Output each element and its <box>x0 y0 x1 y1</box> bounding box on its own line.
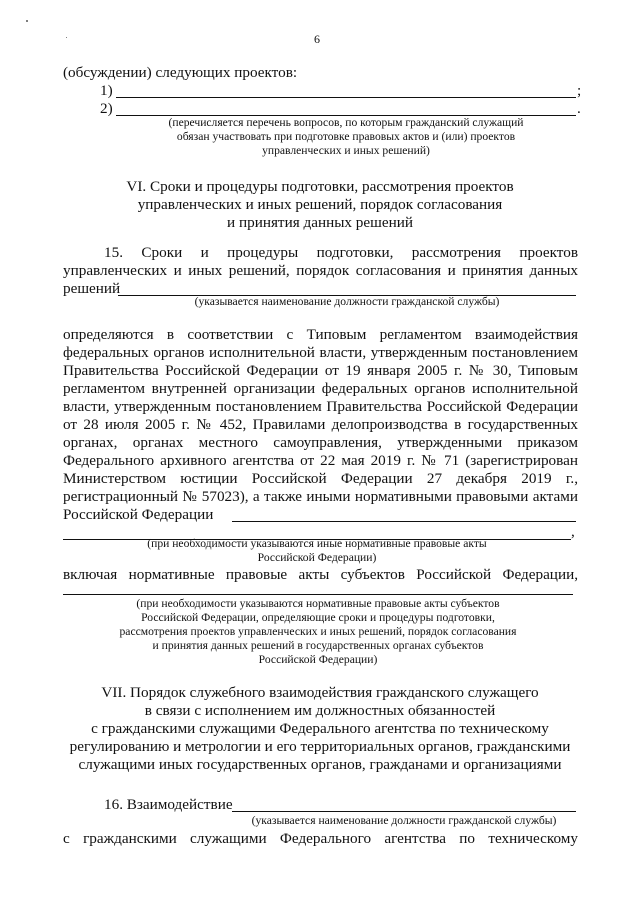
intro-line: (обсуждении) следующих проектов: <box>63 64 298 81</box>
paragraph-line: определяются в соответствии с Типовым регламентом взаимодействия <box>63 326 578 343</box>
hint-note: рассмотрения проектов управленческих и иных решений, порядок согласования <box>119 625 517 638</box>
scan-speck <box>26 20 28 22</box>
section-heading: управленческих и иных решений, порядок согласования <box>137 196 503 213</box>
section-heading: служащими иных государственных органов, гражданами и организациями <box>78 756 562 773</box>
paragraph-line: 16. Взаимодействие <box>104 796 233 813</box>
item-number-2: 2) <box>100 100 113 117</box>
paragraph-line: Российской Федерации <box>63 506 214 523</box>
hint-note: (указывается наименование должности гражданской службы) <box>251 814 557 827</box>
item-end-2: . <box>577 100 581 117</box>
paragraph-line: с гражданскими служащими Федерального агентства по техническому <box>63 830 578 847</box>
paragraph-line: Министерством юстиции Российской Федерации 27 декабря 2019 г., <box>63 470 578 487</box>
item-end-1: ; <box>577 82 582 99</box>
paragraph-line: Правительства Российской Федерации от 19 января 2005 г. № 30, Типовым <box>63 362 578 379</box>
paragraph-line: управленческих и иных решений, порядок согласования и принятия данных <box>63 262 578 279</box>
fill-line <box>232 811 576 812</box>
section-heading: в связи с исполнением им должностных обязанностей <box>144 702 496 719</box>
paragraph-line: власти, утвержденным постановлением Правительства Российской Федерации <box>63 398 578 415</box>
hint-note: (указывается наименование должности гражданской службы) <box>194 295 500 308</box>
fill-line <box>63 594 573 595</box>
item-number-1: 1) <box>100 82 113 99</box>
hint-note: (перечисляется перечень вопросов, по которым гражданский служащий <box>168 116 524 129</box>
paragraph-line: решений <box>63 280 121 297</box>
hint-note: Российской Федерации) <box>258 653 378 666</box>
page-number: 6 <box>314 32 320 46</box>
paragraph-line: органах, органах местного самоуправления, утвержденными приказом <box>63 434 578 451</box>
section-heading: VI. Сроки и процедуры подготовки, рассмотрения проектов <box>126 178 514 195</box>
hint-note: Российской Федерации, определяющие сроки и процедуры подготовки, <box>141 611 495 624</box>
paragraph-line: 15. Сроки и процедуры подготовки, рассмотрения проектов <box>104 244 578 261</box>
paragraph-line: регистрационный № 57023), а также иными нормативными правовыми актами <box>63 488 578 505</box>
section-heading: и принятия данных решений <box>227 214 413 231</box>
paragraph-line: регламентом внутренней организации федеральных органов исполнительной <box>63 380 578 397</box>
line-comma: , <box>571 523 575 540</box>
hint-note: и принятия данных решений в государственных органах субъектов <box>152 639 484 652</box>
paragraph-line: включая нормативные правовые акты субъектов Российской Федерации, <box>63 566 578 583</box>
hint-note: (при необходимости указываются нормативные правовые акты субъектов <box>136 597 500 610</box>
section-heading: регулированию и метрологии и его территориальных органов, гражданскими <box>69 738 571 755</box>
hint-note: управленческих и иных решений) <box>262 144 430 157</box>
hint-note: (при необходимости указываются иные нормативные правовые акты <box>147 537 487 550</box>
scan-speck <box>66 37 67 38</box>
section-heading: VII. Порядок служебного взаимодействия гражданского служащего <box>101 684 539 701</box>
hint-note: Российской Федерации) <box>257 551 377 564</box>
fill-line <box>232 521 576 522</box>
fill-line-1 <box>116 97 576 98</box>
paragraph-line: федеральных органов исполнительной власти, утвержденным постановлением <box>63 344 578 361</box>
hint-note: обязан участвовать при подготовке правовых актов и (или) проектов <box>176 130 516 143</box>
section-heading: с гражданскими служащими Федерального агентства по техническому <box>91 720 549 737</box>
paragraph-line: Федерального архивного агентства от 22 мая 2019 г. № 71 (зарегистрирован <box>63 452 578 469</box>
paragraph-line: от 28 июля 2005 г. № 452, Правилами делопроизводства в государственных <box>63 416 578 433</box>
